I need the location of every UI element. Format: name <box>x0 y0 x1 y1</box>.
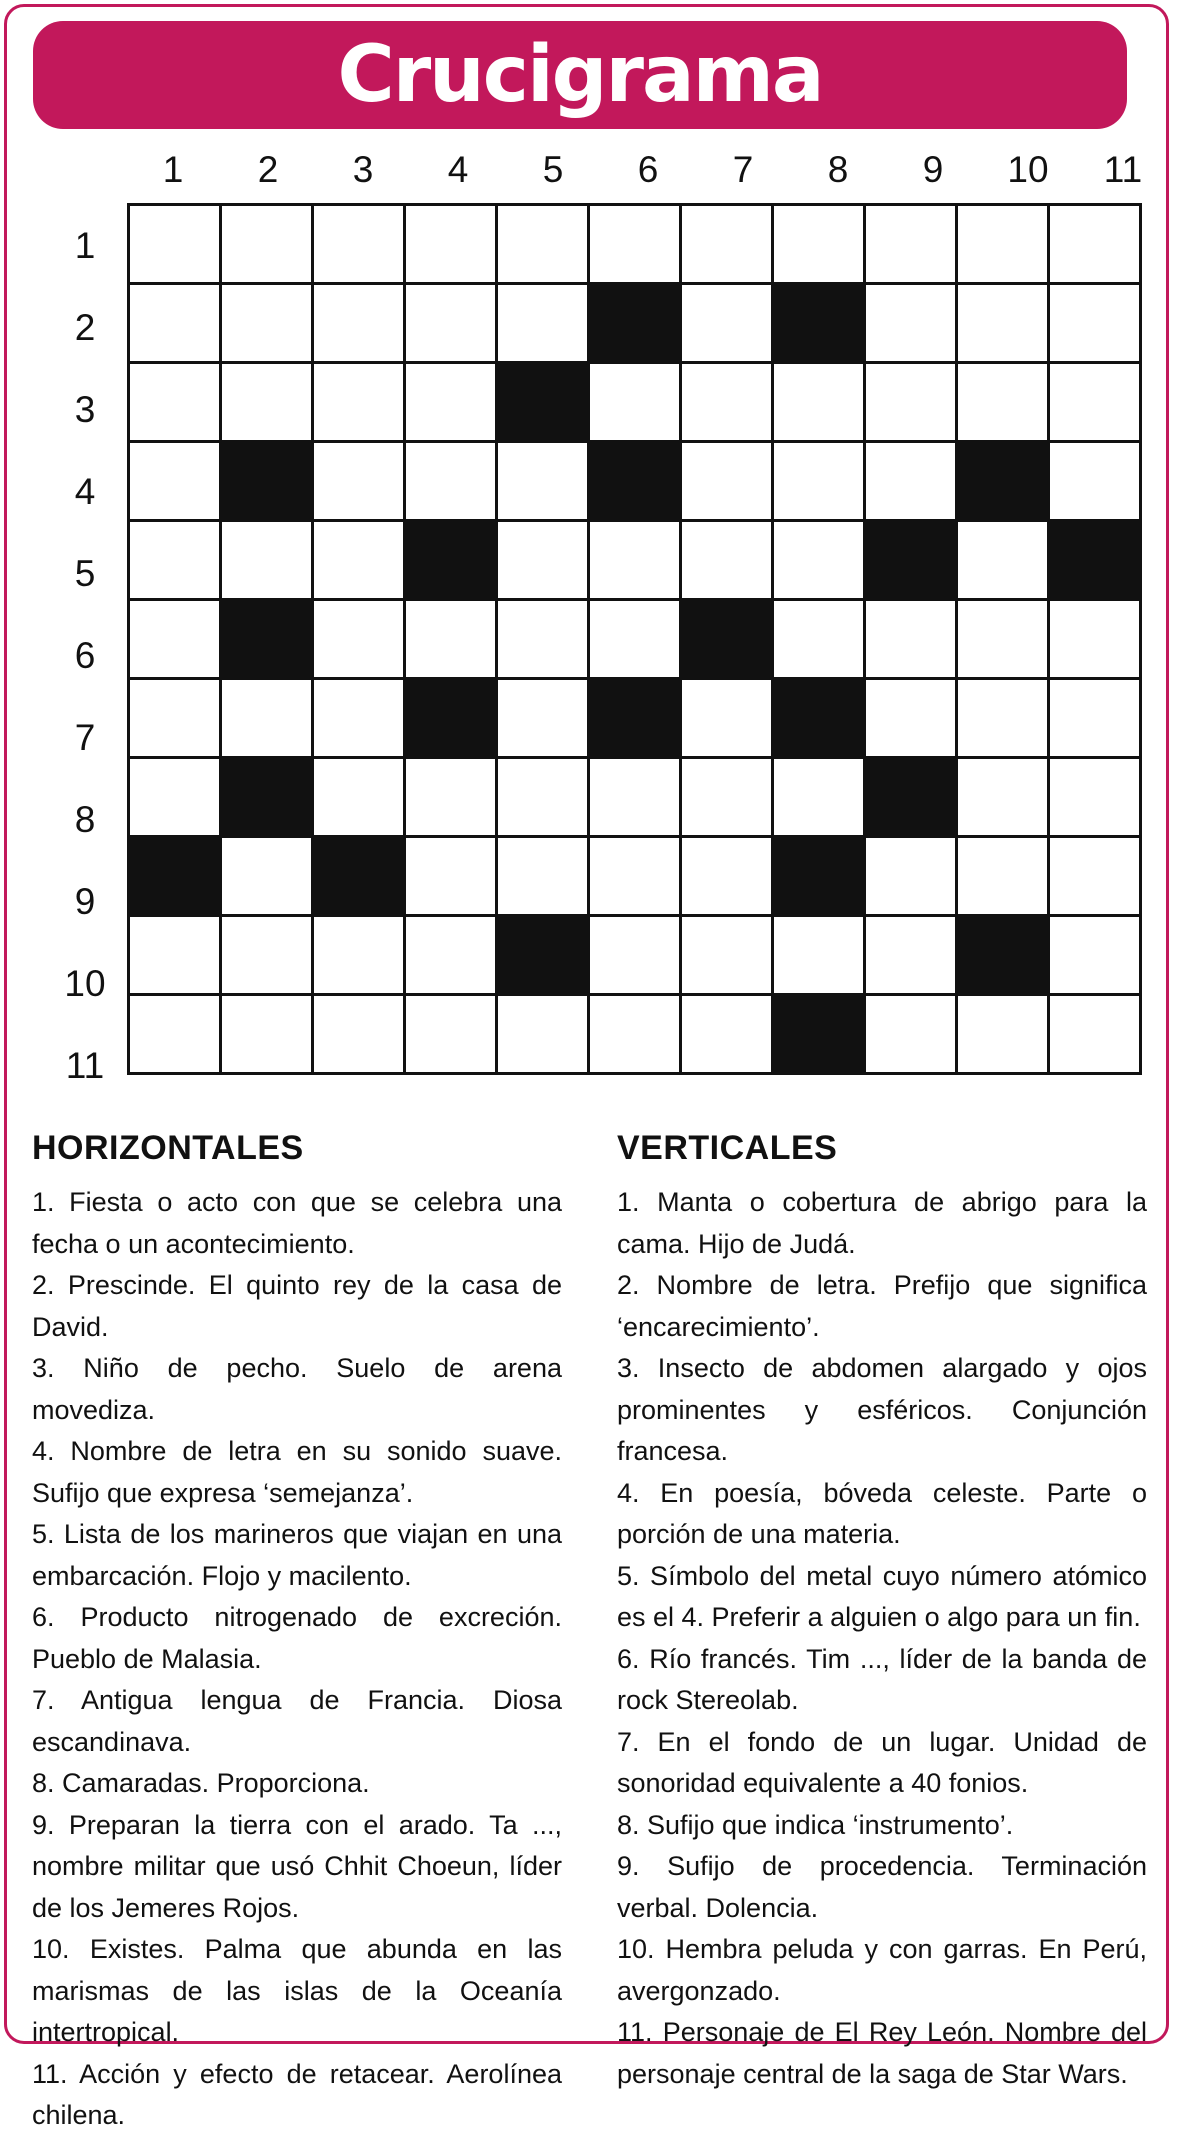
empty-cell[interactable] <box>314 601 406 680</box>
horizontal-clue-8: 8. Camaradas. Proporciona. <box>32 1768 370 1798</box>
empty-cell[interactable] <box>958 206 1050 285</box>
empty-cell[interactable] <box>1050 285 1142 364</box>
empty-cell[interactable] <box>130 917 222 996</box>
empty-cell[interactable] <box>682 917 774 996</box>
empty-cell[interactable] <box>130 996 222 1075</box>
vertical-clue-2: 2. Nombre de letra. Prefijo que significa ‘encarecimiento’. <box>617 1270 1147 1342</box>
row-number: 11 <box>65 1045 105 1086</box>
empty-cell[interactable] <box>130 443 222 522</box>
empty-cell[interactable] <box>590 206 682 285</box>
horizontal-clue-7: 7. Antigua lengua de Francia. Diosa escandinava. <box>32 1685 562 1757</box>
empty-cell[interactable] <box>590 759 682 838</box>
empty-cell[interactable] <box>498 443 590 522</box>
empty-cell[interactable] <box>958 522 1050 601</box>
empty-cell[interactable] <box>958 838 1050 917</box>
black-cell <box>958 917 1050 996</box>
empty-cell[interactable] <box>130 206 222 285</box>
row-number: 10 <box>64 963 106 1004</box>
empty-cell[interactable] <box>1050 759 1142 838</box>
horizontal-clue-2: 2. Prescinde. El quinto rey de la casa de David. <box>32 1270 562 1342</box>
empty-cell[interactable] <box>222 680 314 759</box>
vertical-clues-heading: VERTICALES <box>617 1129 838 1167</box>
empty-cell[interactable] <box>1050 917 1142 996</box>
empty-cell[interactable] <box>222 364 314 443</box>
horizontal-clue-9: 9. Preparan la tierra con el arado. Ta ..., nombre militar que usó Chhit Choeun, líder de los Jemeres Rojos. <box>32 1809 562 1923</box>
column-number: 2 <box>257 149 279 190</box>
empty-cell[interactable] <box>1050 364 1142 443</box>
empty-cell[interactable] <box>682 206 774 285</box>
empty-cell[interactable] <box>958 364 1050 443</box>
horizontal-clues-heading: HORIZONTALES <box>32 1129 304 1167</box>
empty-cell[interactable] <box>314 680 406 759</box>
black-cell <box>406 522 498 601</box>
empty-cell[interactable] <box>222 838 314 917</box>
column-number: 9 <box>922 149 944 190</box>
vertical-clue-7: 7. En el fondo de un lugar. Unidad de sonoridad equivalente a 40 fonios. <box>617 1726 1147 1798</box>
empty-cell[interactable] <box>498 838 590 917</box>
black-cell <box>130 838 222 917</box>
horizontal-clue-1: 1. Fiesta o acto con que se celebra una fecha o un acontecimiento. <box>32 1187 562 1259</box>
empty-cell[interactable] <box>774 917 866 996</box>
empty-cell[interactable] <box>866 285 958 364</box>
horizontal-clue-5: 5. Lista de los marineros que viajan en una embarcación. Flojo y macilento. <box>32 1519 562 1591</box>
horizontal-clue-list <box>32 1182 562 2137</box>
black-cell <box>958 443 1050 522</box>
empty-cell[interactable] <box>1050 206 1142 285</box>
empty-cell[interactable] <box>498 601 590 680</box>
row-number: 2 <box>74 307 96 348</box>
crossword-grid <box>127 203 1142 1075</box>
empty-cell[interactable] <box>958 601 1050 680</box>
black-cell <box>866 522 958 601</box>
empty-cell[interactable] <box>406 443 498 522</box>
black-cell <box>222 759 314 838</box>
black-cell <box>774 680 866 759</box>
empty-cell[interactable] <box>590 601 682 680</box>
vertical-clue-9: 9. Sufijo de procedencia. Terminación verbal. Dolencia. <box>617 1851 1147 1923</box>
empty-cell[interactable] <box>314 443 406 522</box>
column-number: 10 <box>1007 149 1049 190</box>
empty-cell[interactable] <box>406 285 498 364</box>
vertical-clues <box>617 1129 1147 2095</box>
empty-cell[interactable] <box>774 522 866 601</box>
empty-cell[interactable] <box>866 364 958 443</box>
empty-cell[interactable] <box>958 285 1050 364</box>
black-cell <box>222 601 314 680</box>
empty-cell[interactable] <box>314 522 406 601</box>
black-cell <box>1050 522 1142 601</box>
row-number: 1 <box>74 225 96 266</box>
black-cell <box>222 443 314 522</box>
empty-cell[interactable] <box>498 285 590 364</box>
vertical-clue-6: 6. Río francés. Tim ..., líder de la banda de rock Stereolab. <box>617 1643 1147 1715</box>
empty-cell[interactable] <box>406 601 498 680</box>
vertical-clue-4: 4. En poesía, bóveda celeste. Parte o porción de una materia. <box>617 1477 1147 1549</box>
row-number: 6 <box>74 635 96 676</box>
vertical-clue-3: 3. Insecto de abdomen alargado y ojos prominentes y esféricos. Conjunción francesa. <box>617 1353 1147 1466</box>
column-number: 3 <box>352 149 374 190</box>
empty-cell[interactable] <box>866 996 958 1075</box>
empty-cell[interactable] <box>222 522 314 601</box>
horizontal-clue-10: 10. Existes. Palma que abunda en las marismas de las islas de la Oceanía intertropical. <box>32 1934 562 2047</box>
vertical-clue-11: 11. Personaje de El Rey León. Nombre del personaje central de la saga de Star Wars. <box>617 2017 1147 2089</box>
vertical-clue-list <box>617 1182 1147 2095</box>
empty-cell[interactable] <box>682 443 774 522</box>
black-cell <box>774 285 866 364</box>
horizontal-clue-4: 4. Nombre de letra en su sonido suave. Sufijo que expresa ‘semejanza’. <box>32 1436 562 1508</box>
empty-cell[interactable] <box>1050 996 1142 1075</box>
empty-cell[interactable] <box>774 443 866 522</box>
column-number: 5 <box>542 149 564 190</box>
column-number: 6 <box>637 149 659 190</box>
empty-cell[interactable] <box>314 759 406 838</box>
title-banner <box>33 21 1127 129</box>
empty-cell[interactable] <box>498 759 590 838</box>
black-cell <box>774 838 866 917</box>
empty-cell[interactable] <box>222 285 314 364</box>
empty-cell[interactable] <box>866 601 958 680</box>
empty-cell[interactable] <box>314 285 406 364</box>
empty-cell[interactable] <box>866 917 958 996</box>
empty-cell[interactable] <box>590 364 682 443</box>
empty-cell[interactable] <box>774 364 866 443</box>
empty-cell[interactable] <box>958 680 1050 759</box>
empty-cell[interactable] <box>314 364 406 443</box>
column-number: 4 <box>447 149 469 190</box>
crossword-page <box>4 4 1169 2130</box>
empty-cell[interactable] <box>1050 601 1142 680</box>
empty-cell[interactable] <box>866 838 958 917</box>
empty-cell[interactable] <box>314 996 406 1075</box>
row-number: 5 <box>74 553 96 594</box>
empty-cell[interactable] <box>222 996 314 1075</box>
empty-cell[interactable] <box>590 522 682 601</box>
horizontal-clue-6: 6. Producto nitrogenado de excreción. Pueblo de Malasia. <box>32 1602 562 1674</box>
empty-cell[interactable] <box>958 996 1050 1075</box>
empty-cell[interactable] <box>130 285 222 364</box>
empty-cell[interactable] <box>774 601 866 680</box>
empty-cell[interactable] <box>682 285 774 364</box>
empty-cell[interactable] <box>590 996 682 1075</box>
row-number: 8 <box>74 799 96 840</box>
row-number: 7 <box>74 717 96 758</box>
empty-cell[interactable] <box>314 917 406 996</box>
empty-cell[interactable] <box>222 917 314 996</box>
empty-cell[interactable] <box>498 680 590 759</box>
vertical-clue-10: 10. Hembra peluda y con garras. En Perú, avergonzado. <box>617 1934 1147 2006</box>
row-number: 4 <box>74 471 96 512</box>
empty-cell[interactable] <box>406 759 498 838</box>
horizontal-clues <box>32 1129 562 2137</box>
empty-cell[interactable] <box>406 838 498 917</box>
row-number: 9 <box>74 881 96 922</box>
empty-cell[interactable] <box>590 917 682 996</box>
empty-cell[interactable] <box>590 838 682 917</box>
black-cell <box>406 680 498 759</box>
column-number: 8 <box>827 149 849 190</box>
empty-cell[interactable] <box>866 680 958 759</box>
page-title: Crucigrama <box>337 30 823 120</box>
vertical-clue-8: 8. Sufijo que indica ‘instrumento’. <box>617 1809 1014 1840</box>
empty-cell[interactable] <box>222 206 314 285</box>
black-cell <box>314 838 406 917</box>
empty-cell[interactable] <box>130 601 222 680</box>
column-number: 11 <box>1103 149 1143 190</box>
empty-cell[interactable] <box>682 680 774 759</box>
empty-cell[interactable] <box>498 996 590 1075</box>
empty-cell[interactable] <box>498 206 590 285</box>
column-number: 7 <box>732 149 754 190</box>
empty-cell[interactable] <box>682 364 774 443</box>
empty-cell[interactable] <box>774 759 866 838</box>
empty-cell[interactable] <box>774 206 866 285</box>
black-cell <box>866 759 958 838</box>
empty-cell[interactable] <box>406 917 498 996</box>
column-number: 1 <box>162 149 184 190</box>
black-cell <box>682 601 774 680</box>
black-cell <box>498 364 590 443</box>
empty-cell[interactable] <box>406 206 498 285</box>
row-number: 3 <box>74 389 96 430</box>
empty-cell[interactable] <box>1050 443 1142 522</box>
empty-cell[interactable] <box>1050 838 1142 917</box>
vertical-clue-1: 1. Manta o cobertura de abrigo para la cama. Hijo de Judá. <box>617 1187 1147 1259</box>
empty-cell[interactable] <box>682 838 774 917</box>
empty-cell[interactable] <box>866 206 958 285</box>
empty-cell[interactable] <box>682 996 774 1075</box>
empty-cell[interactable] <box>682 759 774 838</box>
empty-cell[interactable] <box>682 522 774 601</box>
empty-cell[interactable] <box>866 443 958 522</box>
empty-cell[interactable] <box>130 364 222 443</box>
black-cell <box>498 917 590 996</box>
empty-cell[interactable] <box>406 364 498 443</box>
black-cell <box>774 996 866 1075</box>
empty-cell[interactable] <box>314 206 406 285</box>
empty-cell[interactable] <box>406 996 498 1075</box>
empty-cell[interactable] <box>130 759 222 838</box>
black-cell <box>590 285 682 364</box>
empty-cell[interactable] <box>130 680 222 759</box>
empty-cell[interactable] <box>498 522 590 601</box>
vertical-clue-5: 5. Símbolo del metal cuyo número atómico es el 4. Preferir a alguien o algo para un fin. <box>617 1560 1147 1632</box>
horizontal-clue-11: 11. Acción y efecto de retacear. Aerolínea chilena. <box>32 2058 562 2130</box>
horizontal-clue-3: 3. Niño de pecho. Suelo de arena movediza. <box>32 1353 562 1425</box>
black-cell <box>590 443 682 522</box>
black-cell <box>590 680 682 759</box>
empty-cell[interactable] <box>130 522 222 601</box>
empty-cell[interactable] <box>1050 680 1142 759</box>
empty-cell[interactable] <box>958 759 1050 838</box>
